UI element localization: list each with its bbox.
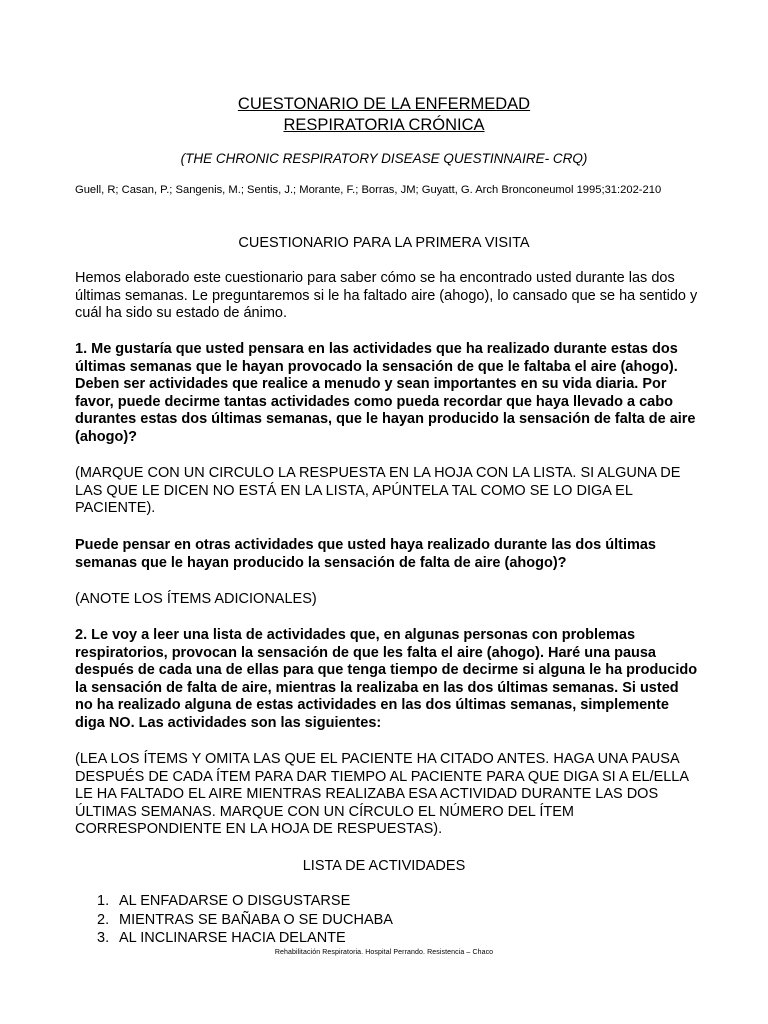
question-1: 1. Me gustaría que usted pensara en las actividades que ha realizado durante estas dos últimas semanas que le hayan provocado la sensación de que le faltaba el aire (ahogo). Deben ser actividades que realice a menudo y sean importantes en su vida diaria. Por favor, puede decirme tantas actividades como pueda recordar que haya llevado a cabo durantes estas dos últimas semanas, que le hayan producido la sensación de falta de aire (ahogo)? — [75, 341, 696, 445]
question-1b: Puede pensar en otras actividades que usted haya realizado durante las dos últimas semanas que le hayan producido la sensación de falta de aire (ahogo)? — [75, 537, 656, 571]
list-item — [97, 911, 597, 930]
intro-paragraph: Hemos elaborado este cuestionario para saber cómo se ha encontrado usted durante las dos últimas semanas. Le preguntaremos si le ha faltado aire (ahogo), lo cansado que se ha sentido y cuál ha sido su estado de ánimo. — [75, 270, 698, 322]
list-item-number: 2. — [97, 911, 110, 928]
document-subtitle: (THE CHRONIC RESPIRATORY DISEASE QUESTINNAIRE- CRQ) — [180, 151, 588, 166]
list-item-text: AL ENFADARSE O DISGUSTARSE — [119, 893, 351, 909]
question-2: 2. Le voy a leer una lista de actividades que, en algunas personas con problemas respiratorios, provocan la sensación de que les falta el aire (ahogo). Haré una pausa después de cada una de ellas para que tenga tiempo de decirme si alguna le ha producido la sensación de falta de aire, mientras la realizaba en las dos últimas semanas. Si usted no ha realizado alguna de estas actividades en las dos últimas semanas, simplemente diga NO. Las actividades son las siguientes: — [75, 627, 698, 731]
section-heading-activities: LISTA DE ACTIVIDADES — [302, 858, 466, 874]
document-title-line2: RESPIRATORIA CRÓNICA — [283, 116, 485, 134]
instruction-3: (LEA LOS ÍTEMS Y OMITA LAS QUE EL PACIENTE HA CITADO ANTES. HAGA UNA PAUSA DESPUÉS DE CADA ÍTEM PARA DAR TIEMPO AL PACIENTE PARA QUE DIGA SI A EL/ELLA LE HA FALTADO EL AIRE MIENTRAS REALIZABA ESA ACTIVIDAD DURANTE LAS DOS ÚLTIMAS SEMANAS. MARQUE CON UN CÍRCULO EL NÚMERO DEL ÍTEM CORRESPONDIENTE EN LA HOJA DE RESPUESTAS). — [75, 751, 689, 838]
list-item-number: 1. — [97, 893, 110, 909]
citation: Guell, R; Casan, P.; Sangenis, M.; Sentis, J.; Morante, F.; Borras, JM; Guyatt, G. Arch Bronconeumol 1995;31:202-210 — [75, 184, 662, 196]
list-item-number: 3. — [97, 930, 110, 946]
instruction-2: (ANOTE LOS ÍTEMS ADICIONALES) — [75, 591, 317, 607]
page-footer: Rehabilitación Respiratoria. Hospital Perrando. Resistencia – Chaco — [274, 949, 494, 956]
document-title-line1: CUESTONARIO DE LA ENFERMEDAD — [237, 95, 531, 113]
list-item — [97, 929, 597, 948]
instruction-1: (MARQUE CON UN CIRCULO LA RESPUESTA EN LA HOJA CON LA LISTA. SI ALGUNA DE LAS QUE LE DICEN NO ESTÁ EN LA LISTA, APÚNTELA TAL COMO SE LO DIGA EL PACIENTE). — [75, 465, 681, 517]
section-heading-first-visit: CUESTIONARIO PARA LA PRIMERA VISITA — [238, 235, 530, 251]
list-item-text: AL INCLINARSE HACIA DELANTE — [119, 930, 346, 946]
list-item-text: MIENTRAS SE BAÑABA O SE DUCHABA — [119, 911, 393, 928]
list-item — [97, 892, 597, 911]
activities-list — [97, 892, 597, 948]
